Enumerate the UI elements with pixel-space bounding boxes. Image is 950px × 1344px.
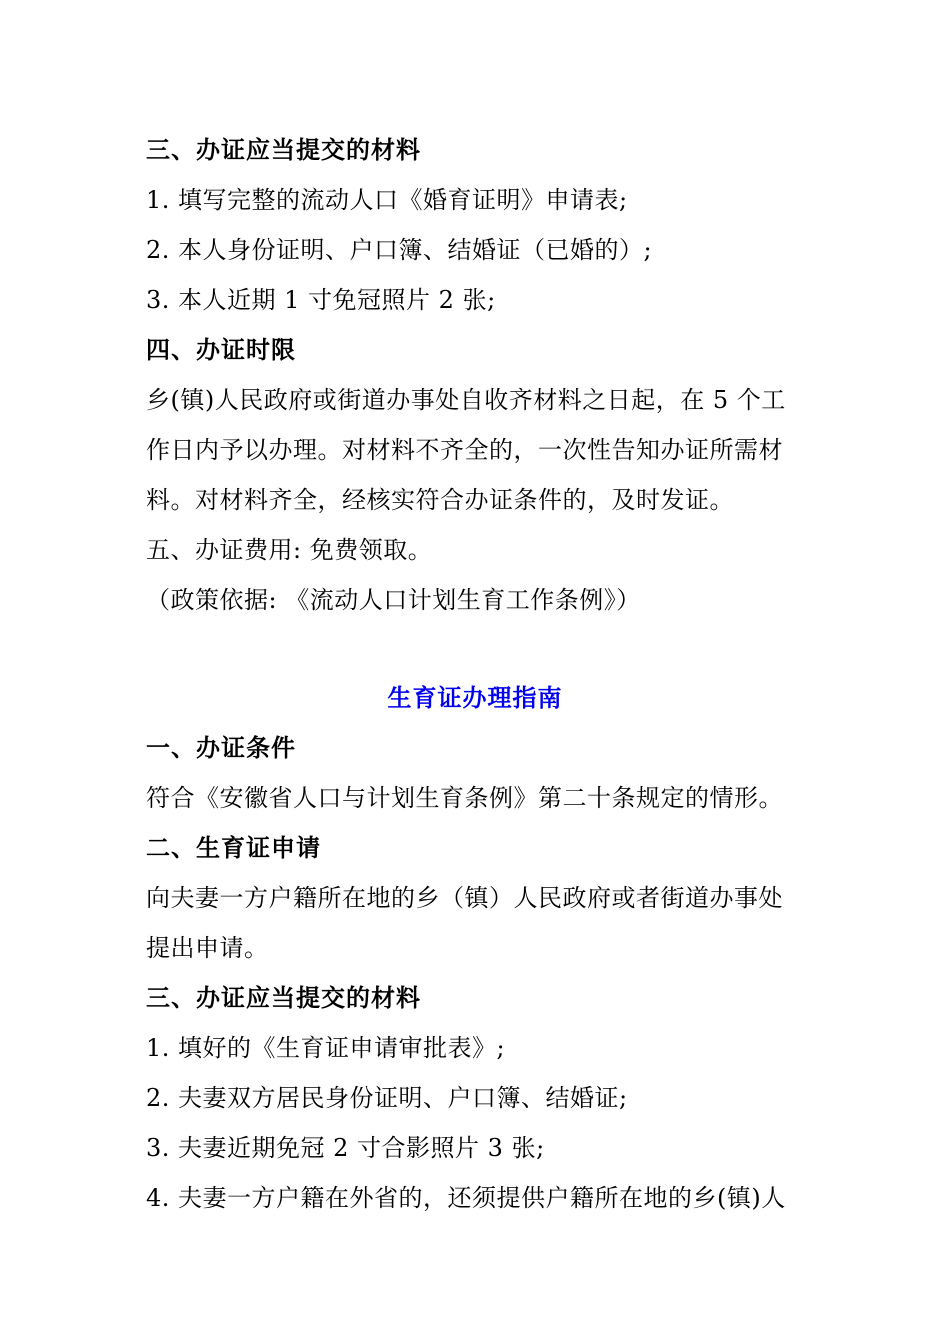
material-item: 1. 填写完整的流动人口《婚育证明》申请表; <box>146 186 628 214</box>
apply-text: 向夫妻一方户籍所在地的乡（镇）人民政府或者街道办事处 <box>146 884 783 912</box>
conditions-text: 符合《安徽省人口与计划生育条例》第二十条规定的情形。 <box>146 784 783 812</box>
material-item: 2. 夫妻双方居民身份证明、户口簿、结婚证; <box>146 1084 628 1112</box>
material-item: 3. 夫妻近期免冠 2 寸合影照片 3 张; <box>146 1134 545 1162</box>
material-item: 4. 夫妻一方户籍在外省的，还须提供户籍所在地的乡(镇)人 <box>146 1184 786 1212</box>
heading-conditions: 一、办证条件 <box>146 734 296 762</box>
policy-basis-text: （政策依据: 《流动人口计划生育工作条例》） <box>146 586 641 614</box>
apply-text: 提出申请。 <box>146 934 269 962</box>
fee-text: 五、办证费用: 免费领取。 <box>146 536 433 564</box>
material-item: 2. 本人身份证明、户口簿、结婚证（已婚的）; <box>146 236 653 264</box>
heading-time-limit: 四、办证时限 <box>146 336 296 364</box>
heading-apply: 二、生育证申请 <box>146 834 321 862</box>
heading-materials: 三、办证应当提交的材料 <box>146 984 421 1012</box>
time-limit-text: 料。对材料齐全，经核实符合办证条件的，及时发证。 <box>146 486 734 514</box>
material-item: 3. 本人近期 1 寸免冠照片 2 张; <box>146 286 496 314</box>
time-limit-text: 作日内予以办理。对材料不齐全的，一次性告知办证所需材 <box>146 436 783 464</box>
guide-title: 生育证办理指南 <box>387 684 563 712</box>
material-item: 1. 填好的《生育证申请审批表》; <box>146 1034 506 1062</box>
heading-materials: 三、办证应当提交的材料 <box>146 136 421 164</box>
time-limit-text: 乡(镇)人民政府或街道办事处自收齐材料之日起，在 5 个工 <box>146 386 786 414</box>
